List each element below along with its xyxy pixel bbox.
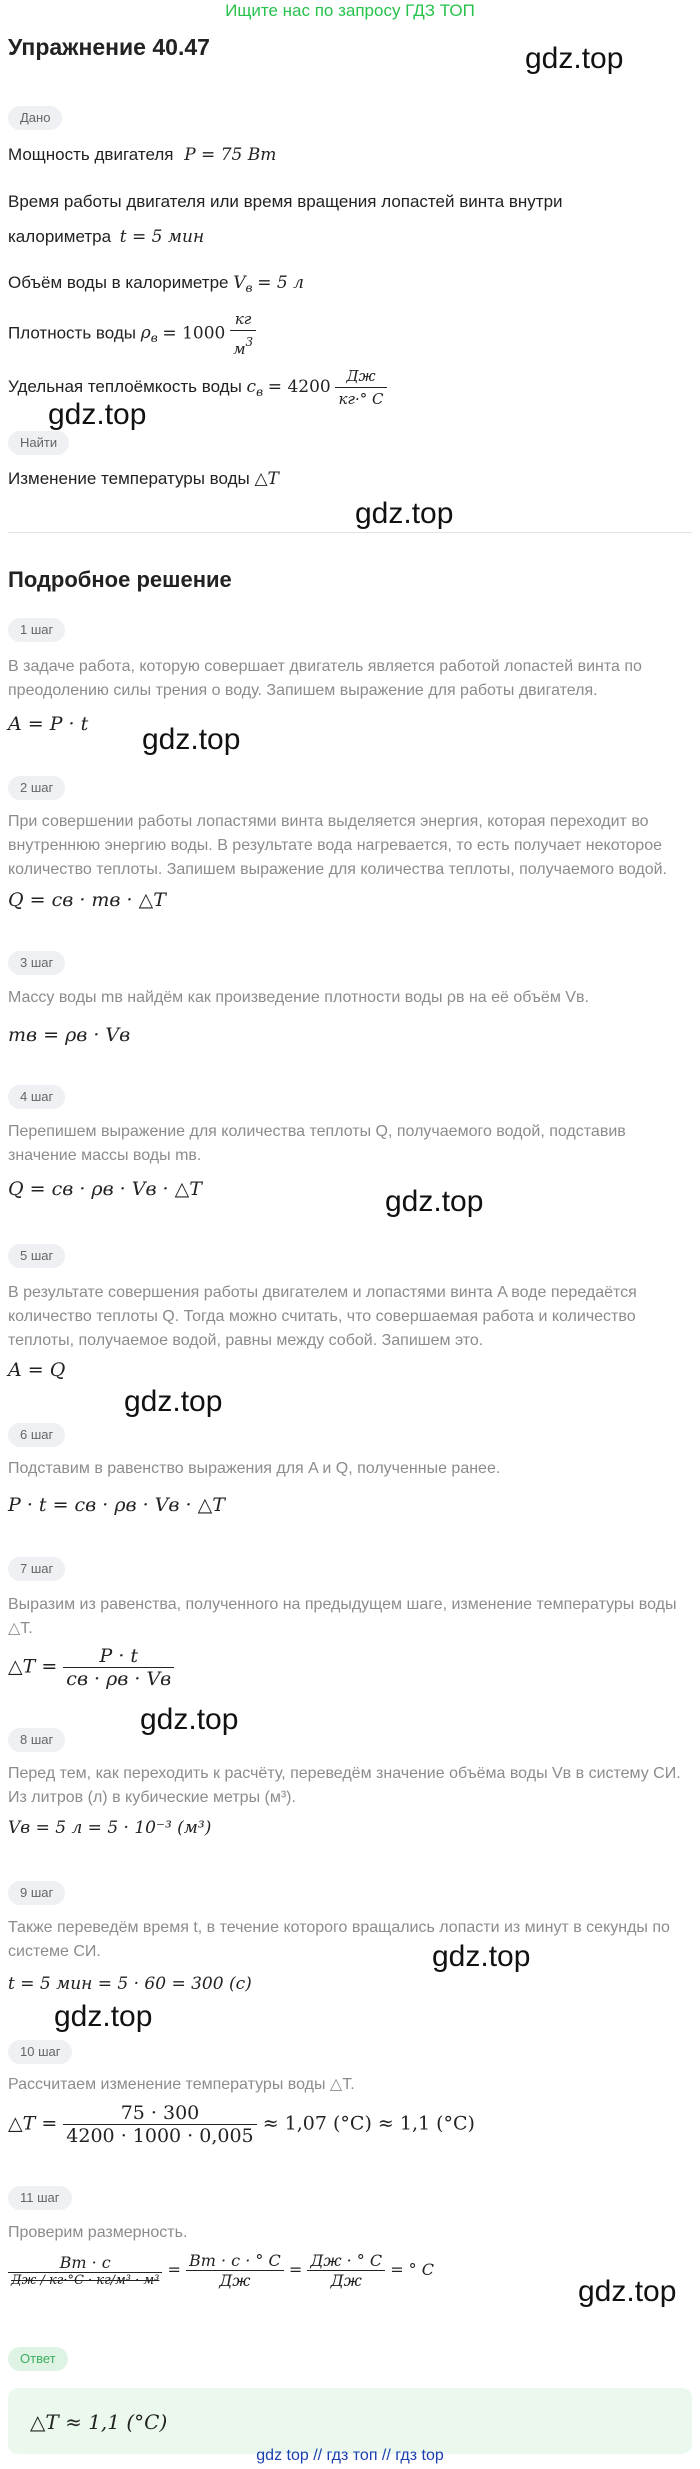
step-text: Массу воды mв найдём как произведение плотности воды ρв на её объём Vв.	[8, 989, 589, 1006]
watermark: gdz.top	[525, 42, 624, 75]
watermark: gdz.top	[48, 398, 147, 431]
answer-box	[8, 2388, 692, 2454]
step-text: Перед тем, как переходить к расчёту, переведём значение объёма воды Vв в систему СИ. Из литров (л) в кубические метры (м³).	[8, 1765, 681, 1806]
divider	[8, 532, 692, 533]
step-label: 8 шаг	[8, 1728, 65, 1752]
watermark: gdz.top	[54, 2000, 153, 2033]
footer-links[interactable]: gdz top // гдз топ // гдз top	[256, 2447, 444, 2464]
step-label: 7 шаг	[8, 1557, 65, 1581]
step-label: 1 шаг	[8, 618, 65, 642]
step-formula: Vв = 5 л = 5 · 10⁻³ (м³)	[8, 1818, 212, 1838]
step-text: При совершении работы лопастями винта выделяется энергия, которая переходит во внутреннюю энергию воды. В результате вода нагревается, то есть получает некоторое количество теплоты. Запишем выражение для количества теплоты, получаемого водой.	[8, 813, 667, 878]
watermark: gdz.top	[432, 1940, 531, 1973]
step-formula: △T = $\frac{75 \cdot 300}{4200 \cdot 1000 \cdot 0,005}$ ≈ 1,07 (°C) ≈ 1,1 (°C)	[8, 2102, 475, 2147]
step-text: Проверим размерность.	[8, 2224, 188, 2241]
given-label: Дано	[8, 106, 62, 130]
solution-title: Подробное решение	[8, 567, 232, 592]
watermark: gdz.top	[578, 2275, 677, 2308]
step-formula: Q = cв · mв · △T	[8, 889, 166, 911]
step-label: 6 шаг	[8, 1423, 65, 1447]
step-formula: Q = cв · ρв · Vв · △T	[8, 1178, 202, 1200]
step-formula: $\frac{Вт \cdot с}{\text{Дж / кг·°C · кг/м³ · м³}}$ = $\frac{Вт \cdot с \cdot ^\circ C}{Дж}$ = $\frac{Дж \cdot ^\circ C}{Дж}$ = ° C	[8, 2251, 434, 2290]
step-label: 2 шаг	[8, 776, 65, 800]
top-banner-link[interactable]: Ищите нас по запросу ГДЗ ТОП	[225, 1, 475, 20]
watermark: gdz.top	[385, 1185, 484, 1218]
step-label: 10 шаг	[8, 2040, 72, 2064]
answer-formula: △T ≈ 1,1 (°C)	[30, 2410, 168, 2434]
step-label: 11 шаг	[8, 2186, 72, 2210]
find-label: Найти	[8, 431, 69, 455]
step-text: Перепишем выражение для количества теплоты Q, получаемого водой, подставив значение массы воды mв.	[8, 1123, 626, 1164]
step-formula: A = P · t	[8, 713, 89, 735]
step-text: Подставим в равенство выражения для A и Q, полученные ранее.	[8, 1460, 501, 1477]
step-label: 9 шаг	[8, 1881, 65, 1905]
find-text: Изменение температуры воды △T	[8, 469, 279, 489]
step-text: Также переведём время t, в течение которого вращались лопасти из минут в секунды по системе СИ.	[8, 1919, 670, 1960]
step-formula: mв = ρв · Vв	[8, 1024, 131, 1046]
watermark: gdz.top	[142, 723, 241, 756]
step-formula: t = 5 мин = 5 · 60 = 300 (с)	[8, 1974, 252, 1994]
step-text: В результате совершения работы двигателем и лопастями винта A воде передаётся количество теплоты Q. Тогда можно считать, что совершаемая работа и количество теплоты, получаемое водой, равны между собой. Запишем это.	[8, 1284, 637, 1349]
step-label: 5 шаг	[8, 1244, 65, 1268]
step-formula: P · t = cв · ρв · Vв · △T	[8, 1494, 225, 1516]
step-label: 3 шаг	[8, 951, 65, 975]
step-text: Выразим из равенства, полученного на предыдущем шаге, изменение температуры воды △T.	[8, 1596, 677, 1637]
watermark: gdz.top	[355, 497, 454, 530]
watermark: gdz.top	[140, 1703, 239, 1736]
answer-label: Ответ	[8, 2347, 68, 2371]
given-power: Мощность двигателя P = 75 Вт	[8, 145, 277, 165]
step-text: В задаче работа, которую совершает двигатель является работой лопастей винта по преодолению силы трения о воду. Запишем выражение для работы двигателя.	[8, 658, 642, 699]
step-text: Рассчитаем изменение температуры воды △T.	[8, 2076, 355, 2093]
page-title: Упражнение 40.47	[8, 34, 210, 60]
step-label: 4 шаг	[8, 1085, 65, 1109]
given-time-line2: калориметра t = 5 мин	[8, 227, 205, 247]
watermark: gdz.top	[124, 1385, 223, 1418]
step-formula: A = Q	[8, 1359, 66, 1381]
given-density: Плотность воды $\rho_в = 1000$ $\frac{кг}{м^3}$	[8, 308, 256, 360]
given-time-line1: Время работы двигателя или время вращения лопастей винта внутри	[8, 192, 563, 211]
given-heat-capacity: Удельная теплоёмкость воды $c_в = 4200$ $\frac{Дж}{кг\cdot^\circ C}$	[8, 365, 387, 410]
step-formula: △T = $\frac{P \cdot t}{cв \cdot \rho в \cdot Vв}$	[8, 1645, 174, 1690]
given-volume: Объём воды в калориметре $V_в = 5$ л	[8, 273, 304, 295]
